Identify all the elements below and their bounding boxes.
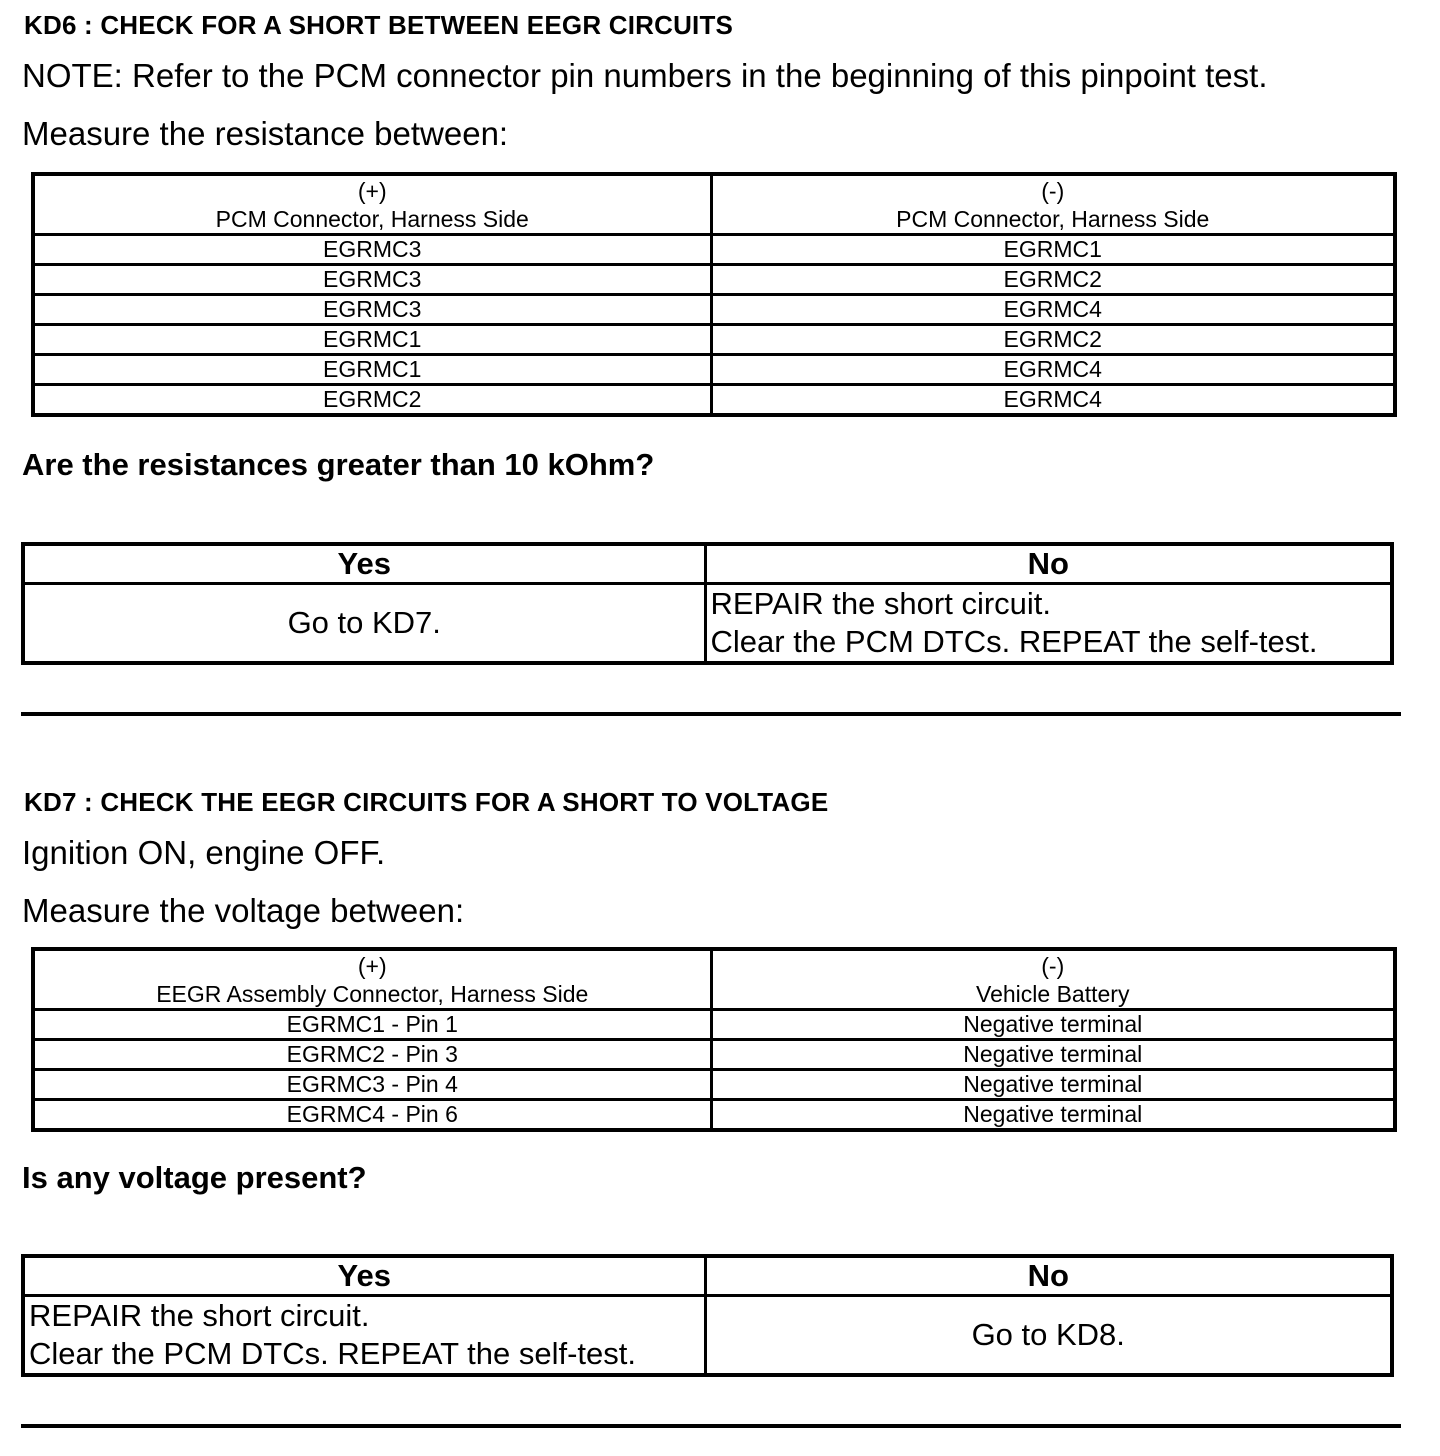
decision-yes-line-1: REPAIR the short circuit. (29, 1298, 370, 1333)
kd7-question: Is any voltage present? (22, 1160, 367, 1195)
header-negative-label: Vehicle Battery (976, 981, 1130, 1007)
decision-no-header: No (705, 544, 1392, 584)
table-row (33, 1010, 1395, 1040)
decision-no-action: Go to KD8. (705, 1296, 1392, 1376)
cell-positive: EGRMC3 - Pin 4 (33, 1070, 711, 1100)
cell-negative: Negative terminal (711, 1040, 1395, 1070)
decision-body-row (23, 584, 1392, 664)
decision-yes-header: Yes (23, 544, 705, 584)
cell-positive: EGRMC3 (33, 265, 711, 295)
kd6-resistance-table (31, 172, 1397, 417)
header-positive-symbol: (+) (357, 178, 387, 204)
kd7-condition: Ignition ON, engine OFF. (22, 834, 386, 871)
header-positive (33, 174, 711, 235)
header-negative-symbol: (-) (1041, 953, 1065, 979)
cell-negative: EGRMC4 (711, 355, 1395, 385)
cell-positive: EGRMC3 (33, 295, 711, 325)
section-divider (21, 712, 1401, 716)
table-row (33, 1070, 1395, 1100)
kd6-question: Are the resistances greater than 10 kOhm? (22, 447, 655, 482)
cell-positive: EGRMC3 (33, 235, 711, 265)
cell-positive: EGRMC1 (33, 355, 711, 385)
table-row (33, 235, 1395, 265)
cell-negative: EGRMC2 (711, 325, 1395, 355)
kd7-instruction: Measure the voltage between: (22, 892, 465, 929)
decision-no-line-1: REPAIR the short circuit. (710, 586, 1052, 621)
table-header-row (33, 174, 1395, 235)
cell-positive: EGRMC4 - Pin 6 (33, 1100, 711, 1131)
header-negative (711, 174, 1395, 235)
header-positive (33, 949, 711, 1010)
cell-positive: EGRMC1 - Pin 1 (33, 1010, 711, 1040)
header-negative (711, 949, 1395, 1010)
cell-negative: Negative terminal (711, 1070, 1395, 1100)
decision-no-action (705, 584, 1392, 664)
cell-positive: EGRMC1 (33, 325, 711, 355)
table-row (33, 1040, 1395, 1070)
kd6-title: KD6 : CHECK FOR A SHORT BETWEEN EEGR CIRCUITS (24, 10, 734, 40)
header-negative-symbol: (-) (1041, 178, 1065, 204)
section-divider (21, 1424, 1401, 1428)
table-row (33, 1100, 1395, 1131)
cell-negative: Negative terminal (711, 1010, 1395, 1040)
decision-yes-action (23, 1296, 705, 1376)
cell-negative: Negative terminal (711, 1100, 1395, 1131)
decision-no-header: No (705, 1256, 1392, 1296)
cell-negative: EGRMC1 (711, 235, 1395, 265)
kd7-title: KD7 : CHECK THE EEGR CIRCUITS FOR A SHORT TO VOLTAGE (24, 787, 829, 817)
header-positive-label: PCM Connector, Harness Side (215, 206, 529, 232)
cell-negative: EGRMC2 (711, 265, 1395, 295)
header-positive-symbol: (+) (357, 953, 387, 979)
decision-no-line-2: Clear the PCM DTCs. REPEAT the self-test. (710, 624, 1318, 659)
decision-yes-action: Go to KD7. (23, 584, 705, 664)
decision-yes-line-2: Clear the PCM DTCs. REPEAT the self-test. (29, 1336, 636, 1371)
table-row (33, 355, 1395, 385)
cell-negative: EGRMC4 (711, 385, 1395, 416)
cell-negative: EGRMC4 (711, 295, 1395, 325)
header-negative-label: PCM Connector, Harness Side (896, 206, 1210, 232)
kd6-instruction: Measure the resistance between: (22, 115, 509, 152)
decision-body-row (23, 1296, 1392, 1376)
table-row (33, 325, 1395, 355)
cell-positive: EGRMC2 (33, 385, 711, 416)
table-row (33, 295, 1395, 325)
kd6-note: NOTE: Refer to the PCM connector pin numbers in the beginning of this pinpoint test. (22, 57, 1268, 94)
cell-positive: EGRMC2 - Pin 3 (33, 1040, 711, 1070)
header-positive-label: EEGR Assembly Connector, Harness Side (156, 981, 589, 1007)
decision-header-row (23, 544, 1392, 584)
kd7-decision-table (21, 1254, 1394, 1377)
table-header-row (33, 949, 1395, 1010)
kd6-decision-table (21, 542, 1394, 665)
table-row (33, 265, 1395, 295)
kd7-voltage-table (31, 947, 1397, 1132)
decision-header-row (23, 1256, 1392, 1296)
decision-yes-header: Yes (23, 1256, 705, 1296)
table-row (33, 385, 1395, 416)
